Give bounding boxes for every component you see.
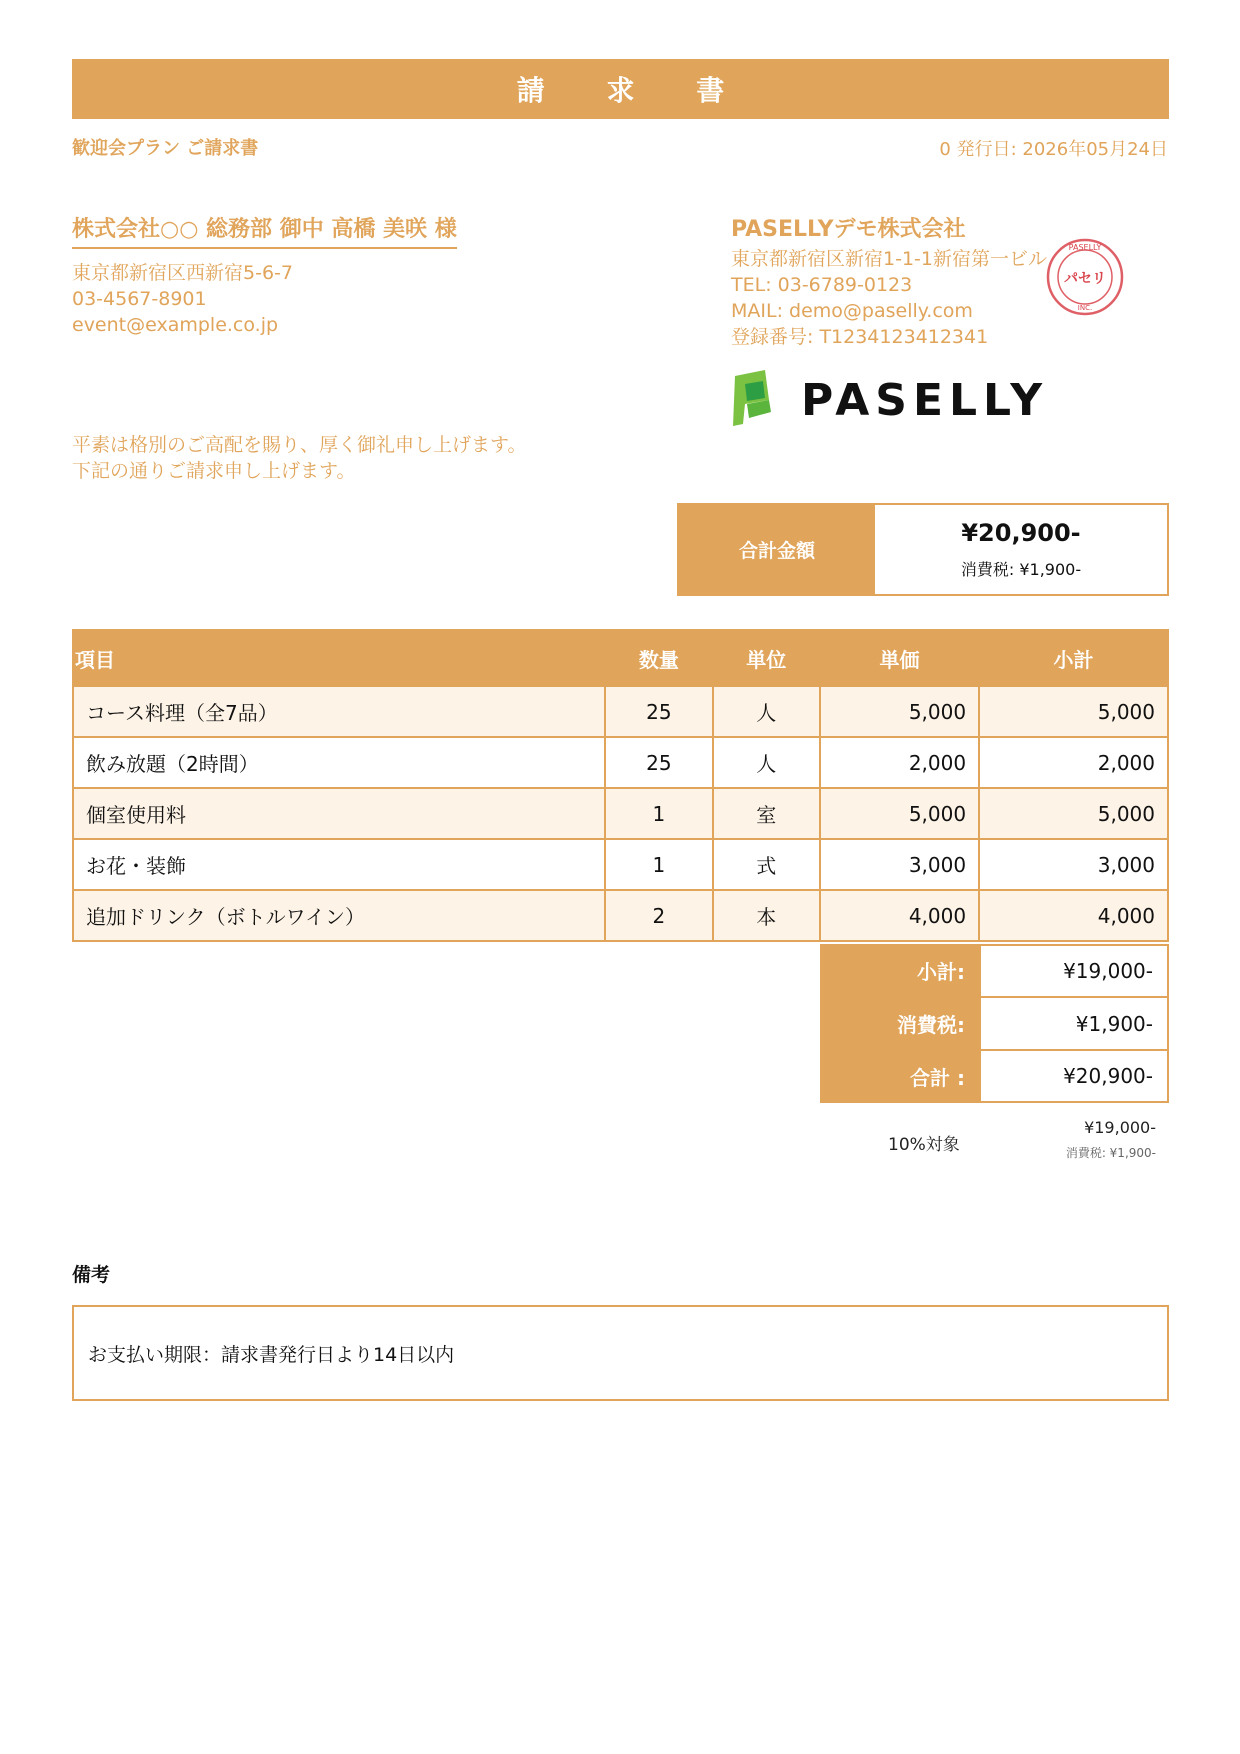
client-name: 株式会社○○ 総務部 御中 高橋 美咲 様: [72, 212, 457, 249]
item-subtotal: 5,000: [979, 686, 1168, 737]
item-unit: 室: [713, 788, 820, 839]
item-subtotal: 2,000: [979, 737, 1168, 788]
seal-bottom-text: INC.: [1077, 304, 1093, 312]
item-quantity: 1: [605, 839, 712, 890]
greeting-line-2: 下記の通りご請求申し上げます。: [72, 460, 356, 482]
client-address: 東京都新宿区西新宿5-6-7: [72, 262, 293, 284]
header-item: 項目: [73, 630, 605, 686]
summary-tax-row: [820, 997, 1169, 1050]
tax-breakdown-label: 10%対象: [888, 1135, 960, 1155]
tax-breakdown-amount: ¥19,000-: [1084, 1118, 1156, 1137]
item-unit-price: 5,000: [820, 788, 979, 839]
notes-text: お支払い期限：請求書発行日より14日以内: [88, 1343, 455, 1366]
table-row: [73, 839, 1168, 890]
issue-date: 0 発行日: 2026年05月24日: [939, 139, 1168, 160]
total-amount-box: [677, 503, 1169, 596]
greeting-line-1: 平素は格別のご高配を賜り、厚く御礼申し上げます。: [72, 434, 527, 456]
total-amount-value-cell: [875, 505, 1167, 594]
summary-tax-value: ¥1,900-: [979, 997, 1169, 1050]
table-row: [73, 788, 1168, 839]
company-seal-icon: [1046, 238, 1124, 316]
item-unit: 本: [713, 890, 820, 941]
summary-total-label: 合計 :: [820, 1050, 979, 1103]
client-email: event@example.co.jp: [72, 314, 279, 336]
company-address: 東京都新宿区新宿1-1-1新宿第一ビル: [731, 248, 1047, 270]
notes-box: [72, 1305, 1169, 1401]
tax-breakdown-tax: 消費税: ¥1,900-: [1065, 1146, 1156, 1160]
company-mail: MAIL: demo@paselly.com: [731, 300, 973, 322]
document-subtitle: 歓迎会プラン ご請求書: [72, 138, 259, 159]
item-unit: 式: [713, 839, 820, 890]
table-row: [73, 890, 1168, 941]
logo-text: PASELLY: [801, 375, 1049, 426]
paselly-logo: [731, 368, 1061, 428]
table-row: [73, 737, 1168, 788]
summary-subtotal-value: ¥19,000-: [979, 944, 1169, 997]
item-unit: 人: [713, 737, 820, 788]
table-header-row: [73, 630, 1168, 686]
item-subtotal: 4,000: [979, 890, 1168, 941]
item-name: 飲み放題（2時間）: [73, 737, 605, 788]
summary-subtotal-row: [820, 944, 1169, 997]
item-unit-price: 2,000: [820, 737, 979, 788]
seal-top-text: PASELLY: [1068, 243, 1102, 252]
item-subtotal: 5,000: [979, 788, 1168, 839]
seal-inner-text: パセリ: [1064, 271, 1106, 287]
item-quantity: 25: [605, 686, 712, 737]
item-unit: 人: [713, 686, 820, 737]
summary-total-value: ¥20,900-: [979, 1050, 1169, 1103]
total-amount-label: 合計金額: [679, 505, 875, 594]
greeting: [72, 432, 526, 484]
line-items-table: [72, 629, 1169, 942]
item-quantity: 25: [605, 737, 712, 788]
company-name: PASELLYデモ株式会社: [731, 217, 966, 242]
item-unit-price: 3,000: [820, 839, 979, 890]
total-amount: ¥20,900-: [961, 519, 1081, 547]
header-quantity: 数量: [605, 630, 712, 686]
item-name: お花・装飾: [73, 839, 605, 890]
table-row: [73, 686, 1168, 737]
document-title: 請 求 書: [72, 59, 1169, 119]
header-unit: 単位: [713, 630, 820, 686]
client-info: [72, 260, 293, 338]
item-quantity: 2: [605, 890, 712, 941]
client-phone: 03-4567-8901: [72, 288, 207, 310]
header-unit-price: 単価: [820, 630, 979, 686]
summary-tax-label: 消費税:: [820, 997, 979, 1050]
item-name: 個室使用料: [73, 788, 605, 839]
item-subtotal: 3,000: [979, 839, 1168, 890]
company-tel: TEL: 03-6789-0123: [731, 274, 913, 296]
item-unit-price: 5,000: [820, 686, 979, 737]
item-quantity: 1: [605, 788, 712, 839]
summary-block: [820, 944, 1169, 1103]
company-info: [731, 246, 1047, 350]
item-unit-price: 4,000: [820, 890, 979, 941]
item-name: コース料理（全7品）: [73, 686, 605, 737]
company-registration: 登録番号: T1234123412341: [731, 326, 989, 348]
header-subtotal: 小計: [979, 630, 1168, 686]
summary-total-row: [820, 1050, 1169, 1103]
notes-title: 備考: [72, 1264, 111, 1286]
total-tax: 消費税: ¥1,900-: [960, 560, 1082, 579]
summary-subtotal-label: 小計:: [820, 944, 979, 997]
item-name: 追加ドリンク（ボトルワイン）: [73, 890, 605, 941]
